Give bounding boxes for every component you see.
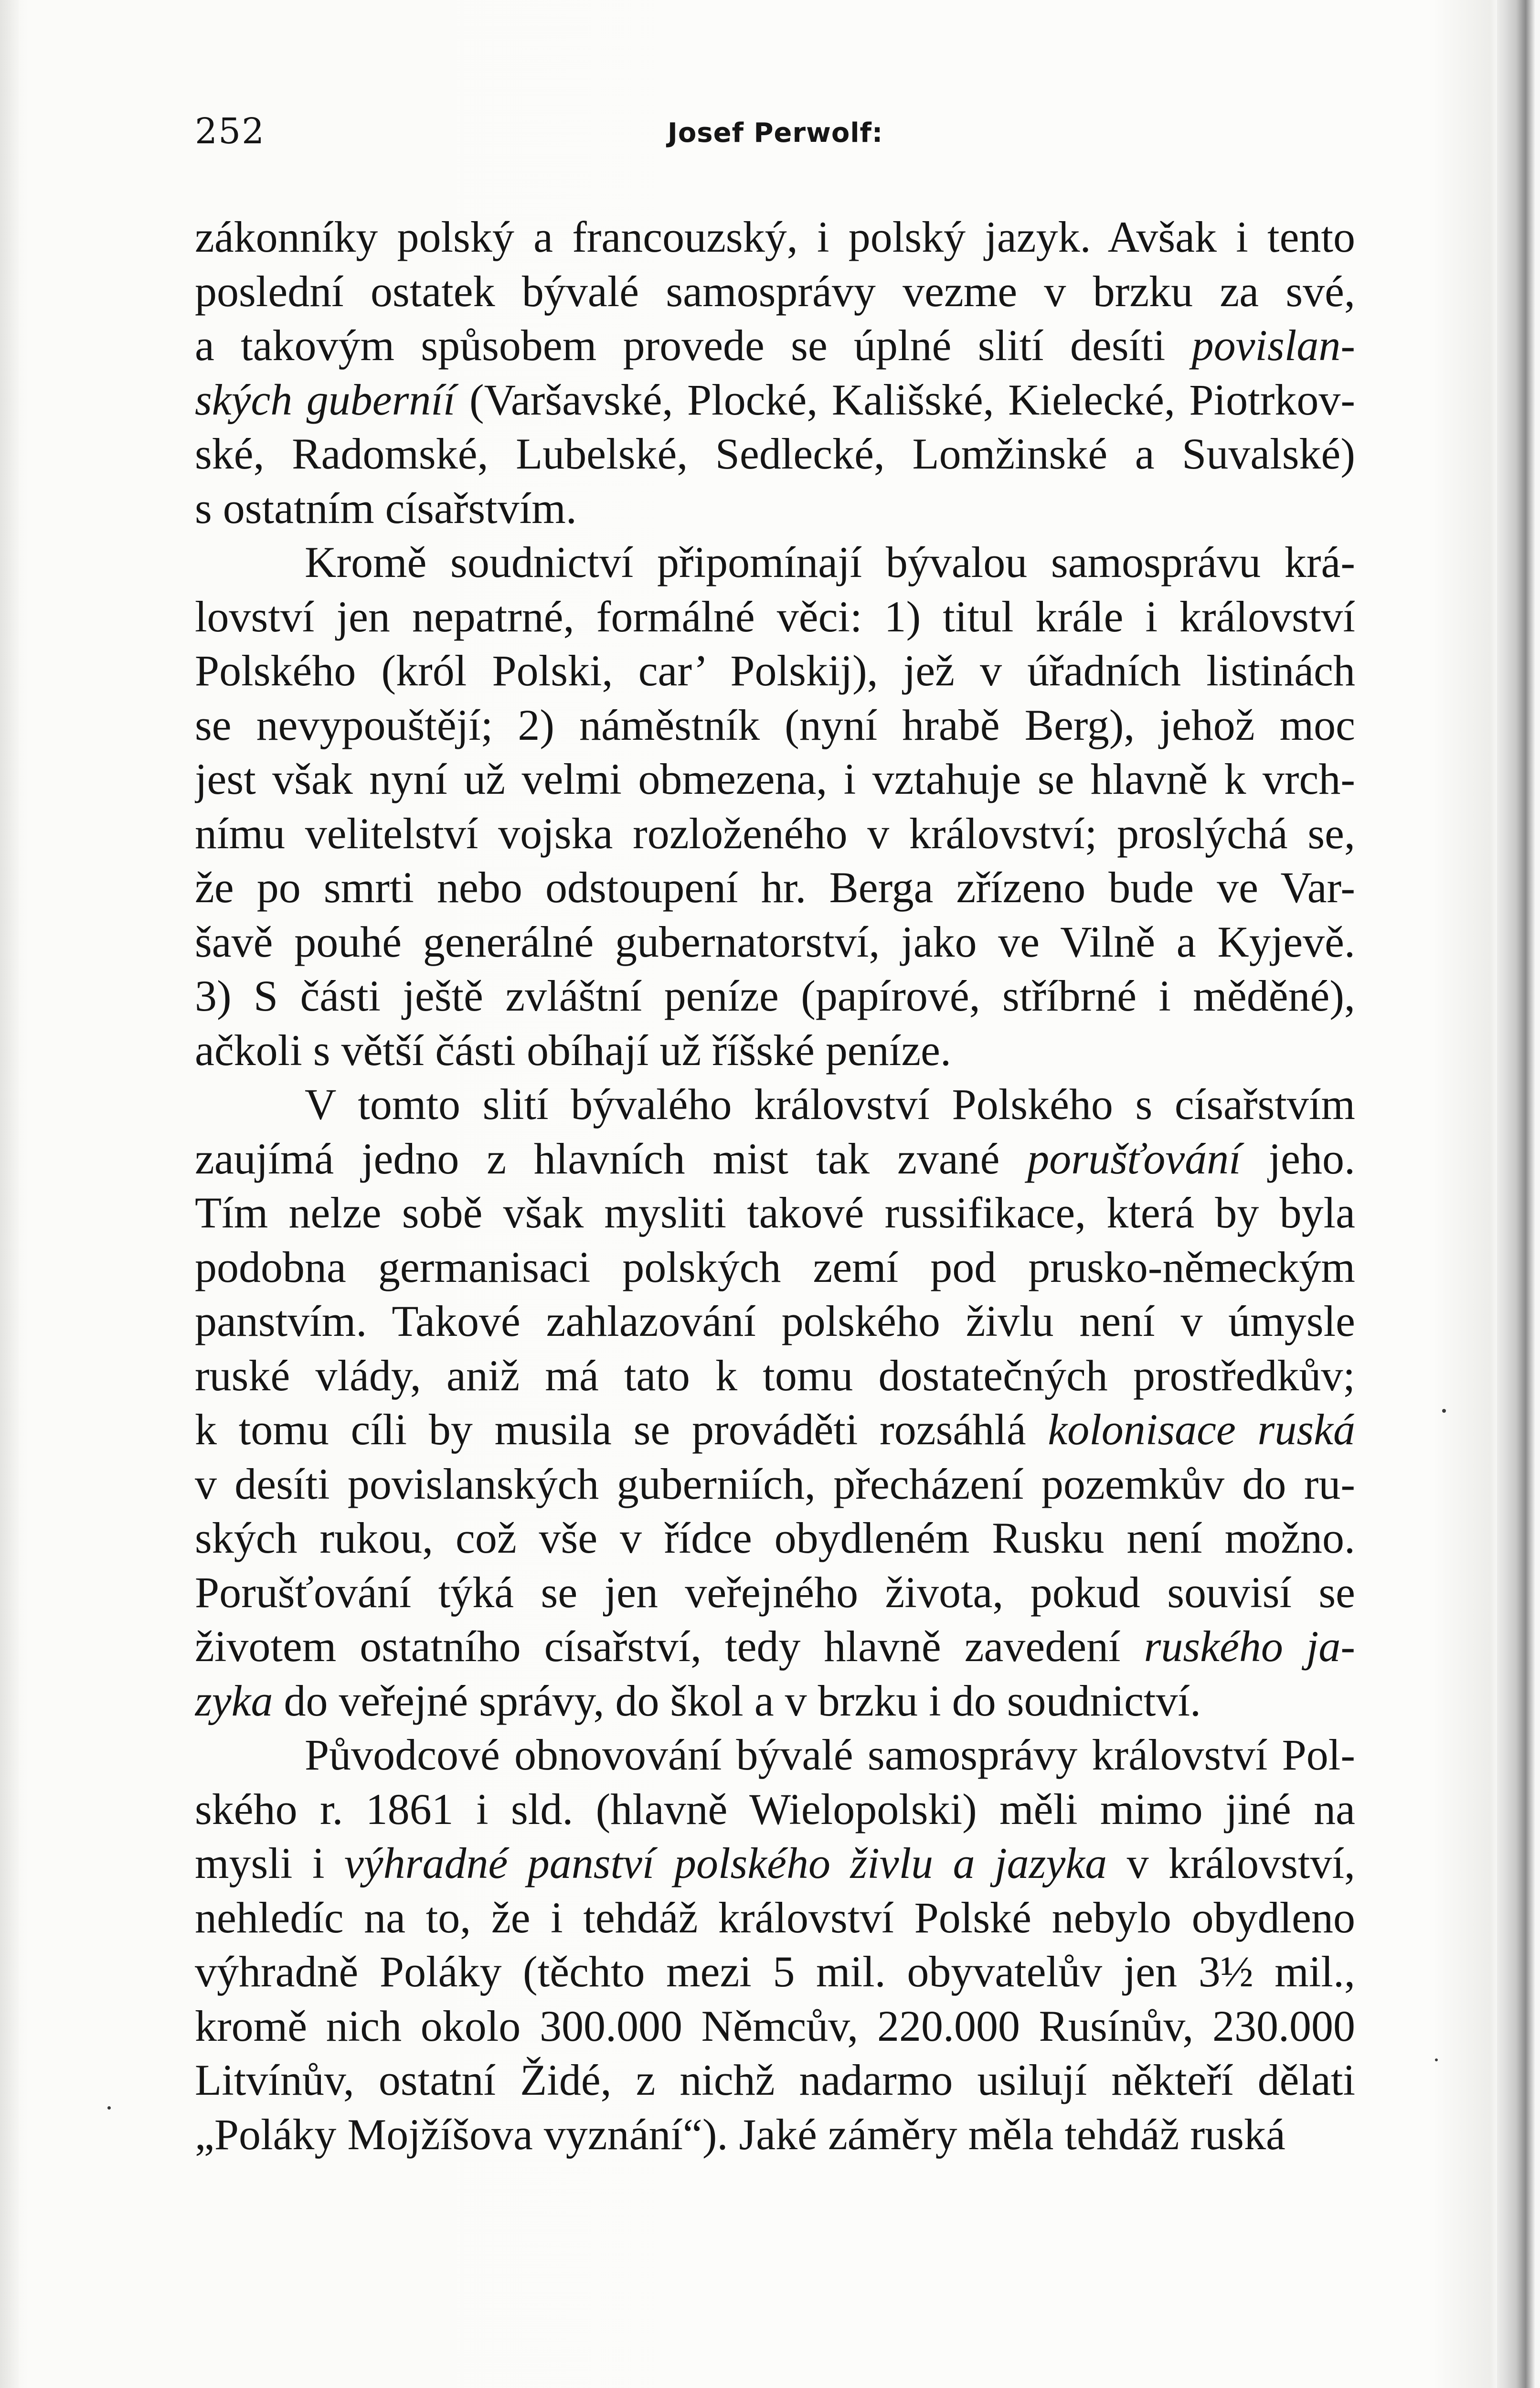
text-line: [195, 1240, 1355, 1295]
text-run: s ostatním císařstvím.: [195, 483, 577, 533]
text-run: panstvím. Takové zahlazování polského živlu není v úmysle: [195, 1297, 1355, 1345]
text-line: [195, 1945, 1355, 1999]
text-line: [195, 644, 1355, 698]
paragraph: [195, 1077, 1355, 1728]
text-run: 3) S části ještě zvláštní peníze (papírové, stříbrné i měděné),: [195, 971, 1355, 1020]
text-line: [195, 1891, 1355, 1945]
text-run: v království,: [1107, 1839, 1355, 1887]
scan-speck: [107, 2106, 111, 2110]
text-run: (Varšavské, Plocké, Kališské, Kielecké, Piotrkov-: [455, 375, 1355, 424]
italic-text: povislan-: [1191, 321, 1355, 370]
page-number: 252: [195, 111, 266, 152]
text-run: Litvínův, ostatní Židé, z nichž nadarmo usilují někteří dělati: [195, 2056, 1355, 2104]
text-line: [195, 1186, 1355, 1240]
text-run: ačkoli s větší části obíhají už říšské peníze.: [195, 1025, 951, 1075]
text-run: v desíti povislanských guberniích, přecházení pozemkův do ru-: [195, 1459, 1355, 1508]
text-line: [195, 861, 1355, 915]
text-line: [195, 1457, 1355, 1512]
text-run: a takovým spůsobem provede se úplné slití desíti: [195, 321, 1192, 370]
text-run: zákonníky polský a francouzský, i polský jazyk. Avšak i tento: [195, 213, 1355, 261]
text-run: ruské vlády, aniž má tato k tomu dostatečných prostředkův;: [195, 1351, 1355, 1400]
text-run: Tím nelze sobě však mysliti takové russifikace, která by byla: [195, 1188, 1355, 1237]
text-line: [195, 1023, 1355, 1078]
text-run: jest však nyní už velmi obmezena, i vztahuje se hlavně k vrch-: [195, 755, 1355, 803]
text-run: poslední ostatek bývalé samosprávy vezme v brzku za své,: [195, 267, 1355, 316]
text-line: [195, 698, 1355, 753]
text-line: [195, 427, 1355, 481]
text-line: [195, 1294, 1355, 1349]
text-line: [195, 1403, 1355, 1457]
page-right-edge-binding: [1497, 0, 1540, 2388]
text-run: výhradně Poláky (těchto mezi 5 mil. obyvatelův jen 3½ mil.,: [195, 1947, 1355, 1996]
text-run: kromě nich okolo 300.000 Němcův, 220.000 Rusínův, 230.000: [195, 2001, 1355, 2050]
text-line: [195, 535, 1355, 590]
text-run: ského r. 1861 i sld. (hlavně Wielopolski) měli mimo jiné na: [195, 1784, 1355, 1834]
text-run: jeho.: [1241, 1134, 1355, 1183]
text-line: [195, 1999, 1355, 2054]
text-line: [195, 1782, 1355, 1837]
text-line: [195, 969, 1355, 1023]
text-run: Porušťování týká se jen veřejného života, pokud souvisí se: [195, 1567, 1355, 1617]
text-run: V tomto slití bývalého království Polského s císařstvím: [305, 1080, 1355, 1129]
text-run: životem ostatního císařství, tedy hlavně zavedení: [195, 1622, 1144, 1671]
page-header: [195, 111, 1355, 168]
text-line: [195, 210, 1355, 265]
text-line: [195, 373, 1355, 427]
italic-text: ruského ja-: [1144, 1622, 1355, 1671]
text-line: [195, 1728, 1355, 1782]
text-line: [195, 807, 1355, 861]
body-text: [195, 210, 1355, 2162]
text-line: [195, 2108, 1355, 2162]
text-run: mysli i: [195, 1839, 344, 1887]
text-run: k tomu cíli by musila se prováděti rozsáhlá: [195, 1405, 1048, 1454]
text-run: ských rukou, což vše v řídce obydleném Rusku není možno.: [195, 1514, 1355, 1562]
text-run: Původcové obnovování bývalé samosprávy království Pol-: [305, 1730, 1355, 1779]
text-line: [195, 915, 1355, 970]
text-line: [195, 2053, 1355, 2108]
scan-speck: [1435, 2058, 1438, 2061]
italic-text: zyka: [195, 1676, 273, 1725]
text-run: se nevypouštějí; 2) náměstník (nyní hrabě Berg), jehož moc: [195, 700, 1355, 749]
text-line: [195, 481, 1355, 536]
text-run: zaujímá jedno z hlavních mist tak zvané: [195, 1134, 1028, 1183]
text-run: šavě pouhé generálné gubernatorství, jako ve Vilně a Kyjevě.: [195, 917, 1355, 966]
text-line: [195, 265, 1355, 319]
page-left-edge-shadow: [0, 0, 19, 2388]
text-line: [195, 1132, 1355, 1186]
text-line: [195, 1511, 1355, 1566]
paragraph: [195, 535, 1355, 1077]
text-run: do veřejné správy, do škol a v brzku i do soudnictví.: [273, 1676, 1201, 1725]
text-run: lovství jen nepatrné, formálné věci: 1) titul krále i království: [195, 592, 1355, 641]
running-head: Josef Perwolf:: [668, 117, 883, 149]
italic-text: ských guberníí: [195, 375, 456, 424]
text-line: [195, 1674, 1355, 1728]
italic-text: výhradné panství polského živlu a jazyka: [344, 1839, 1107, 1887]
text-run: že po smrti nebo odstoupení hr. Berga zřízeno bude ve Var-: [195, 863, 1355, 912]
text-line: [195, 590, 1355, 644]
text-run: podobna germanisaci polských zemí pod prusko-německým: [195, 1242, 1355, 1291]
text-run: nímu velitelství vojska rozloženého v království; proslýchá se,: [195, 809, 1355, 858]
text-run: ské, Radomské, Lubelské, Sedlecké, Lomžinské a Suvalské): [195, 429, 1355, 478]
text-run: Polského (król Polski, car’ Polskij), jež v úřadních listinách: [195, 646, 1355, 695]
paragraph: [195, 210, 1355, 535]
text-line: [195, 1566, 1355, 1620]
italic-text: kolonisace ruská: [1048, 1405, 1355, 1454]
text-run: Kromě soudnictví připomínají bývalou samosprávu krá-: [305, 538, 1355, 586]
scan-speck: [1442, 1409, 1446, 1413]
text-line: [195, 1349, 1355, 1403]
text-line: [195, 1836, 1355, 1891]
text-line: [195, 319, 1355, 373]
text-line: [195, 1620, 1355, 1674]
paragraph: [195, 1728, 1355, 2162]
text-line: [195, 1077, 1355, 1132]
italic-text: porušťování: [1027, 1134, 1241, 1183]
text-run: „Poláky Mojžíšova vyznání“). Jaké záměry měla tehdáž ruská: [195, 2110, 1285, 2159]
text-run: nehledíc na to, že i tehdáž království Polské nebylo obydleno: [195, 1893, 1355, 1942]
text-line: [195, 752, 1355, 807]
